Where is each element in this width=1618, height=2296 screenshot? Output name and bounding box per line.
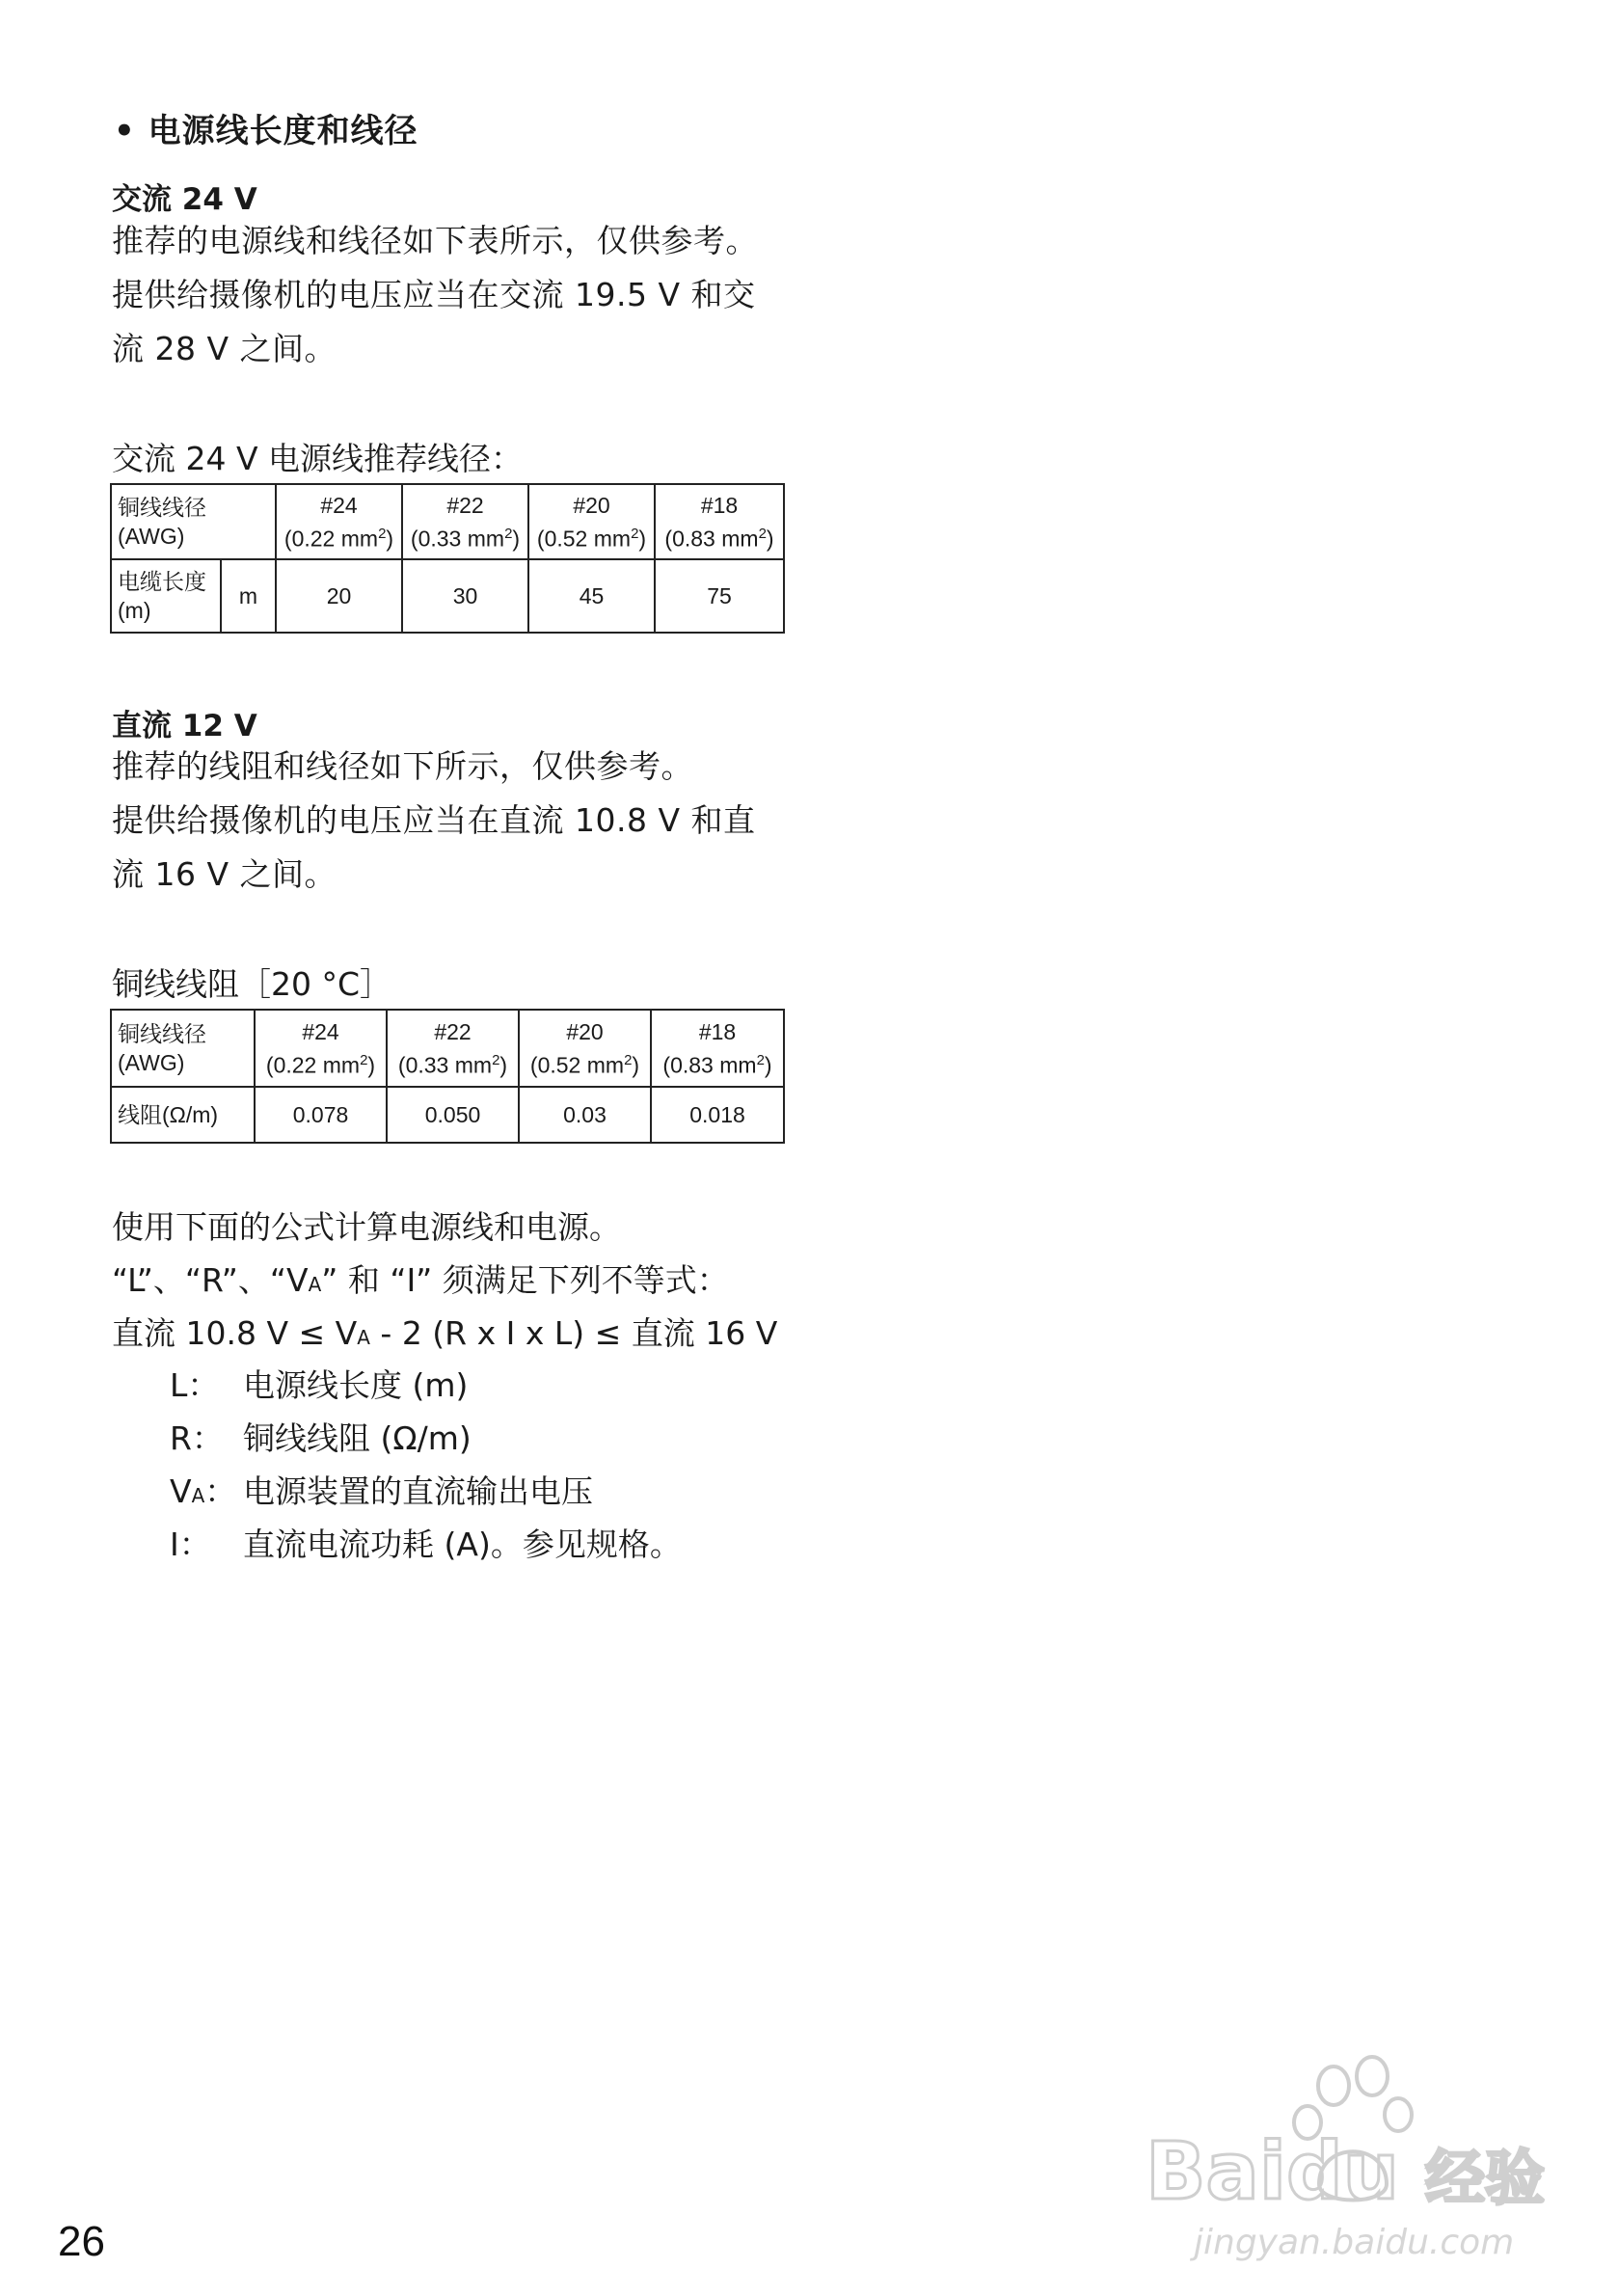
gauge-label-cell: 铜线线径 (AWG) (111, 1010, 255, 1087)
paw-icon (1318, 2066, 1349, 2105)
baidu-jingyan-watermark (1136, 2039, 1560, 2261)
unit-cell: m (221, 559, 276, 633)
gauge-label-cell: 铜线线径 (AWG) (111, 484, 276, 559)
dc-paragraph (112, 740, 756, 902)
definition-L: L： 电源线长度 (m) (170, 1366, 469, 1404)
dc-heading: 直流 12 V (112, 709, 257, 743)
dc-line: 提供给摄像机的电压应当在直流 10.8 V 和直 (112, 801, 756, 839)
section-heading (114, 104, 418, 151)
table-row (111, 559, 784, 633)
length-cell: 45 (528, 559, 655, 633)
bullet: • (114, 112, 136, 150)
dc-table-caption: 铜线线阻［20 °C］ (112, 965, 392, 1003)
formula-inequality: 直流 10.8 V ≤ VA - 2 (R x I x L) ≤ 直流 16 V (112, 1314, 778, 1352)
ac-line: 提供给摄像机的电压应当在交流 19.5 V 和交 (112, 276, 756, 313)
resistance-cell: 0.018 (651, 1087, 784, 1143)
gauge-cell: #24 (0.22 $mm^2$) (276, 484, 402, 559)
resistance-cell: 0.078 (255, 1087, 387, 1143)
page-number: 26 (58, 2218, 105, 2265)
resistance-cell: 0.03 (519, 1087, 651, 1143)
length-cell: 75 (655, 559, 784, 633)
gauge-cell: #22 (0.33 $mm^2$) (387, 1010, 519, 1087)
formula-condition: “L”、“R”、“VA” 和 “I” 须满足下列不等式： (112, 1261, 729, 1299)
definition-I: I： 直流电流功耗 (A)。参见规格。 (170, 1526, 682, 1563)
gauge-cell: #20 (0.52 $mm^2$) (519, 1010, 651, 1087)
gauge-cell: #20 (0.52 $mm^2$) (528, 484, 655, 559)
gauge-cell: #18 (0.83 $mm^2$) (655, 484, 784, 559)
ac-paragraph (112, 214, 758, 376)
length-cell: 30 (402, 559, 528, 633)
length-cell: 20 (276, 559, 402, 633)
section-title: 电源线长度和线径 (148, 112, 418, 150)
definition-VA: VA： 电源装置的直流输出电压 (170, 1472, 593, 1510)
length-label-cell: 电缆长度 (m) (111, 559, 221, 633)
svg-text:经验: 经验 (1425, 2143, 1546, 2213)
gauge-cell: #24 (0.22 $mm^2$) (255, 1010, 387, 1087)
formula-intro: 使用下面的公式计算电源线和电源。 (112, 1208, 621, 1246)
resistance-cell: 0.050 (387, 1087, 519, 1143)
dc-line: 流 16 V 之间。 (112, 855, 337, 893)
dc-line: 推荐的线阻和线径如下所示，仅供参考。 (112, 747, 693, 785)
ac-table-caption: 交流 24 V 电源线推荐线径： (112, 440, 524, 477)
definition-R: R： 铜线线阻 (Ω/m) (170, 1419, 472, 1457)
svg-text:jingyan.baidu.com: jingyan.baidu.com (1194, 2223, 1515, 2261)
ac-heading: 交流 24 V (112, 182, 257, 217)
table-row (111, 1010, 784, 1087)
gauge-cell: #22 (0.33 $mm^2$) (402, 484, 528, 559)
resistance-label-cell: 线阻(Ω/m) (111, 1087, 255, 1143)
dc-resistance-table (110, 1009, 785, 1144)
table-row (111, 1087, 784, 1143)
svg-text:Baidu: Baidu (1146, 2126, 1400, 2218)
table-row (111, 484, 784, 559)
ac-wire-table (110, 483, 785, 634)
ac-line: 流 28 V 之间。 (112, 330, 337, 367)
gauge-cell: #18 (0.83 $mm^2$) (651, 1010, 784, 1087)
ac-line: 推荐的电源线和线径如下表所示，仅供参考。 (112, 222, 758, 259)
